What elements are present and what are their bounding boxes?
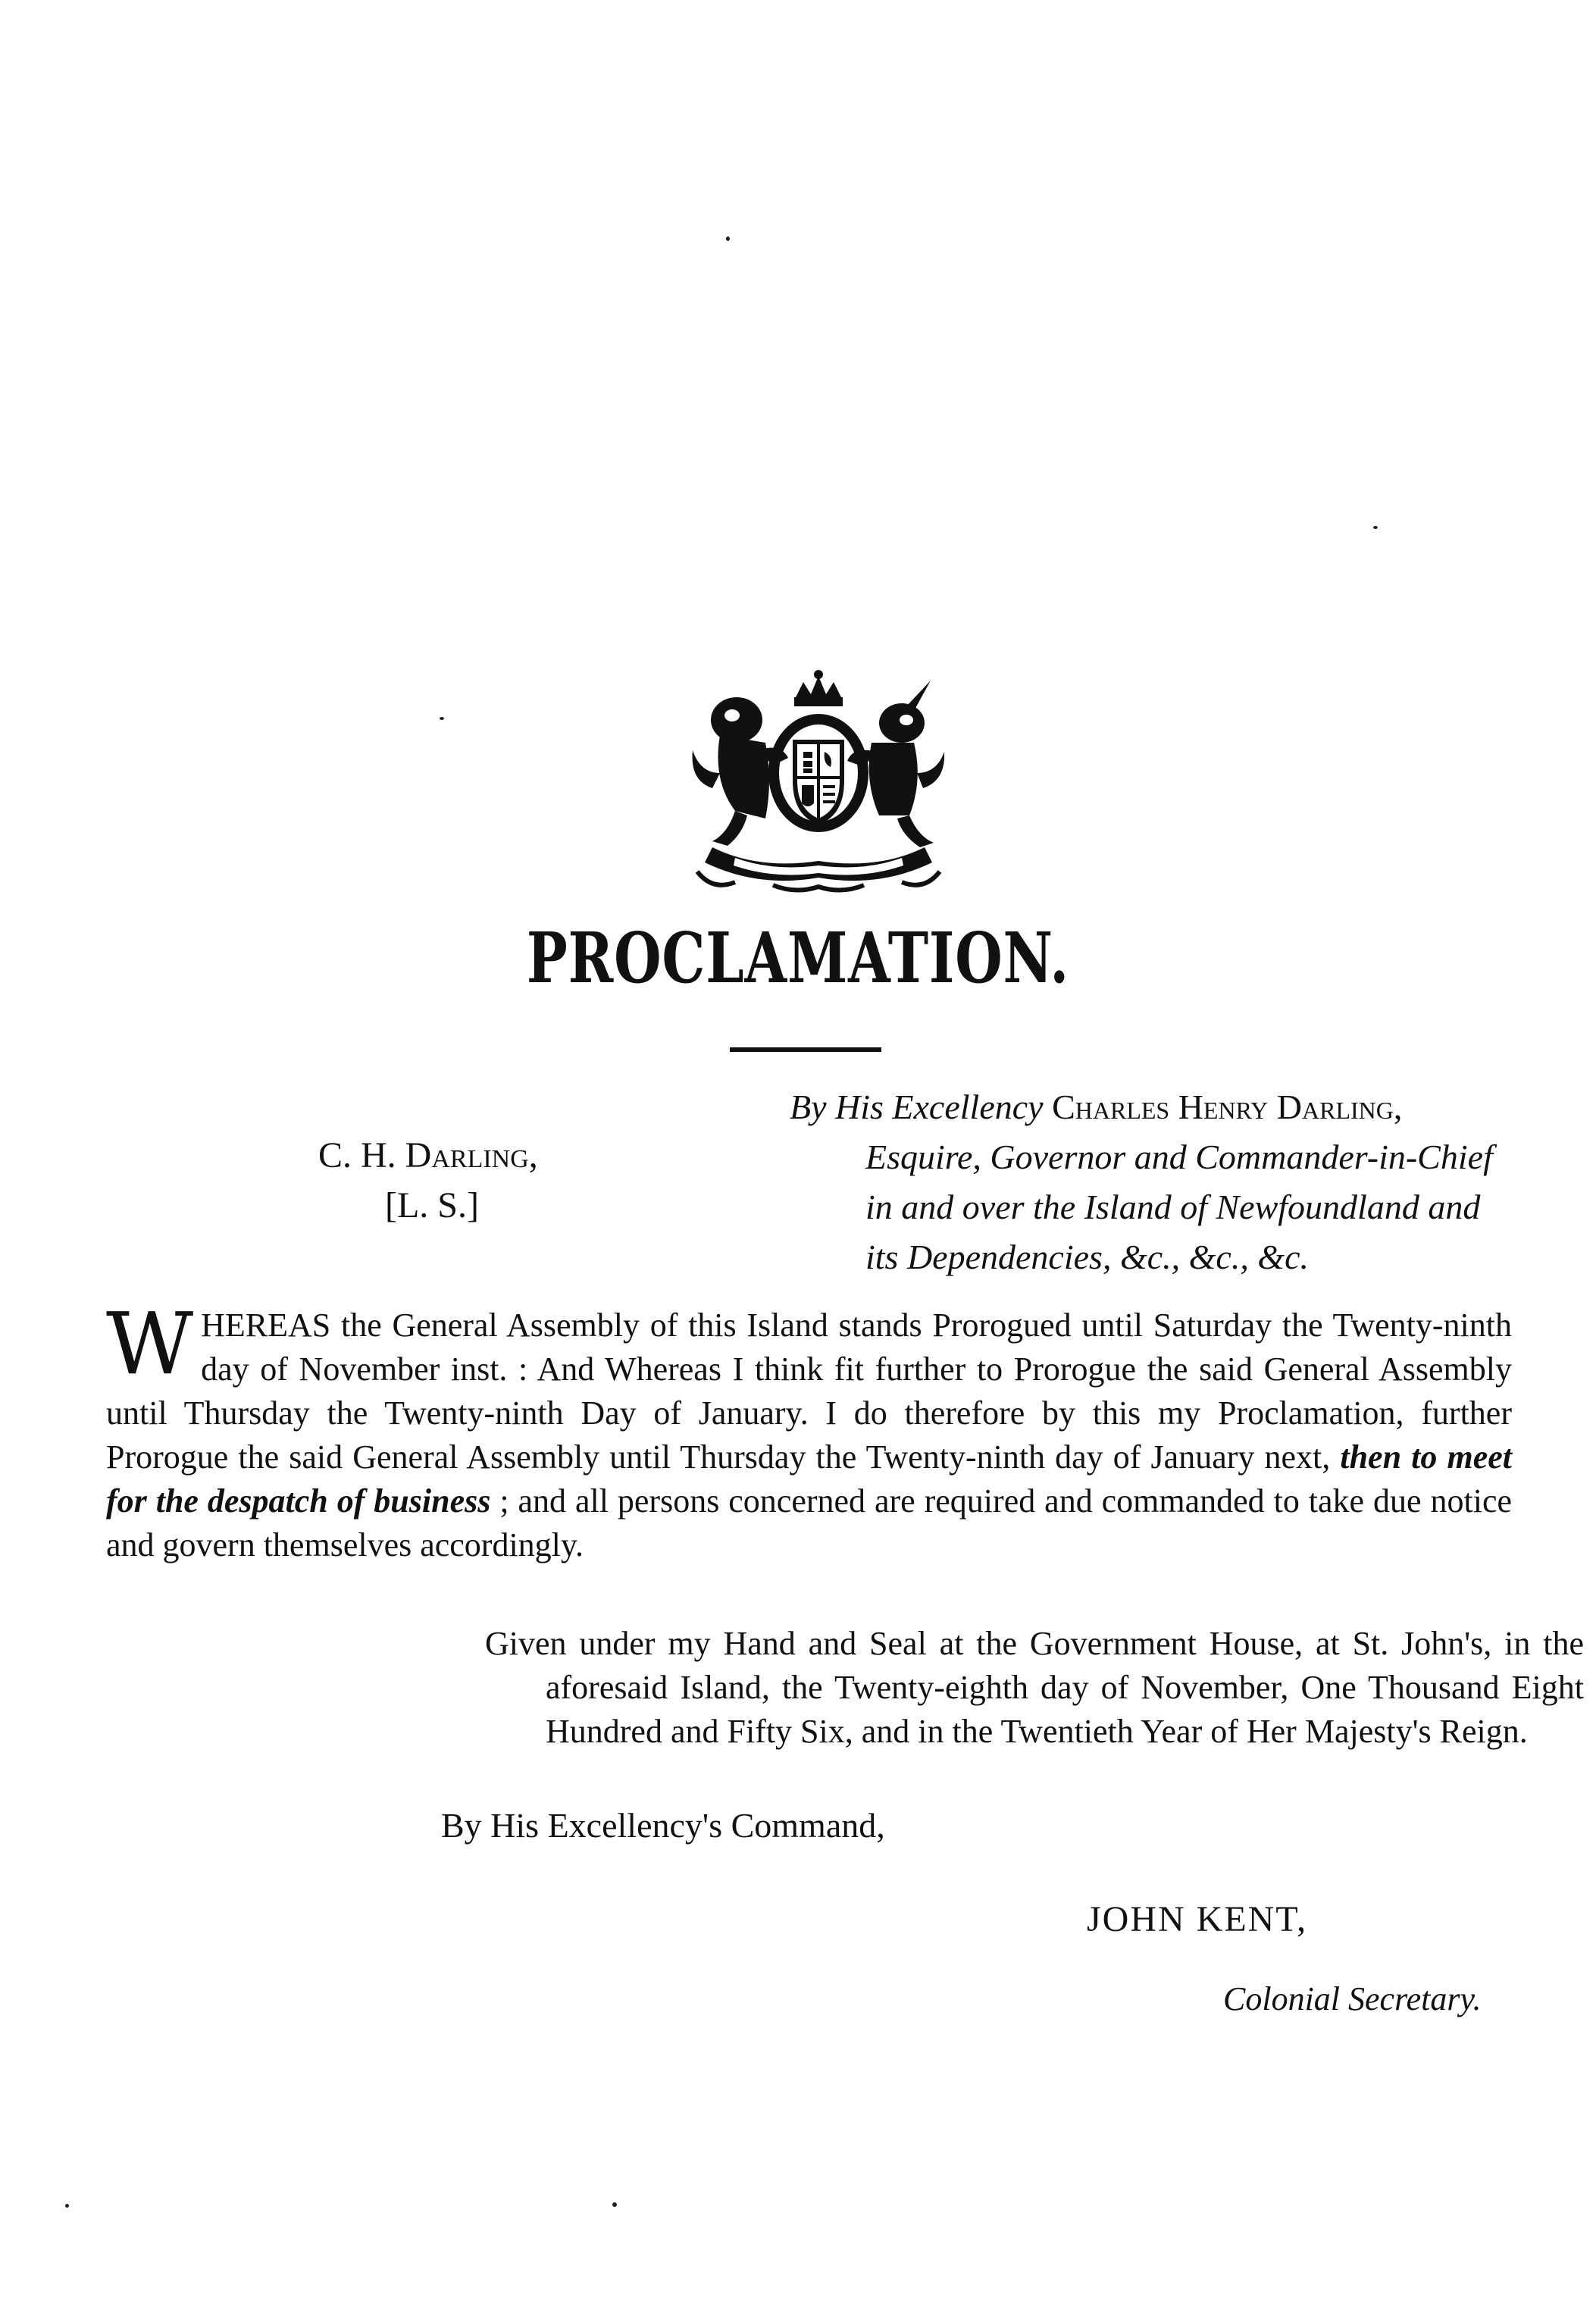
title-rule [730,1047,881,1052]
given-clause: Given under my Hand and Seal at the Government House, at St. John's, in the aforesaid Island, the Twenty-eighth day of November, One Thousand Eight Hundred and Fifty Six, and in the Twentieth Year of Her Majesty's Reign. [485,1625,1584,1750]
signature-block [318,1131,538,1231]
print-speck [440,717,444,720]
signer-title: Colonial Secretary. [1223,1980,1482,2017]
seal-mark: [L. S.] [385,1185,479,1225]
print-speck [1373,526,1378,529]
print-speck [612,2202,617,2207]
body-emphasis: then to meet for the despatch of business [106,1438,1512,1520]
byline-prefix: By His Excellency [790,1088,1044,1126]
command-line: By His Excellency's Command, [441,1806,885,1845]
body-part-1: the General Assembly of this Island stands Prorogued until Saturday the Twenty-ninth day of November inst. : And Whereas I think fit further to Prorogue the said General Assembly until Thursday the Twenty-ninth Day of January. I do therefore by this my Proclamation, further Prorogue the said General Assembly until Thursday the Twenty-ninth day of January next, [106,1307,1512,1476]
coat-of-arms-icon [682,667,955,894]
drop-cap: W [106,1295,194,1394]
print-speck [65,2204,69,2208]
byline-text: Esquire, Governor and Commander-in-Chief in and over the Island of Newfoundland and its Dependencies, &c., &c., &c. [865,1138,1493,1276]
byline-name: Charles Henry Darling, [1052,1088,1403,1126]
body-part-2: ; and all persons concerned are required and commanded to take due notice and govern themselves accordingly. [106,1482,1512,1563]
page-title: PROCLAMATION. [526,917,1070,999]
signature-name: C. H. Darling, [318,1135,538,1175]
byline [790,1082,1517,1282]
lead-caps: HEREAS [201,1307,331,1344]
proclamation-body [106,1295,1512,1567]
byline-first-line [790,1082,1517,1132]
signer-name: JOHN KENT, [1087,1899,1308,1939]
print-speck [726,236,730,241]
